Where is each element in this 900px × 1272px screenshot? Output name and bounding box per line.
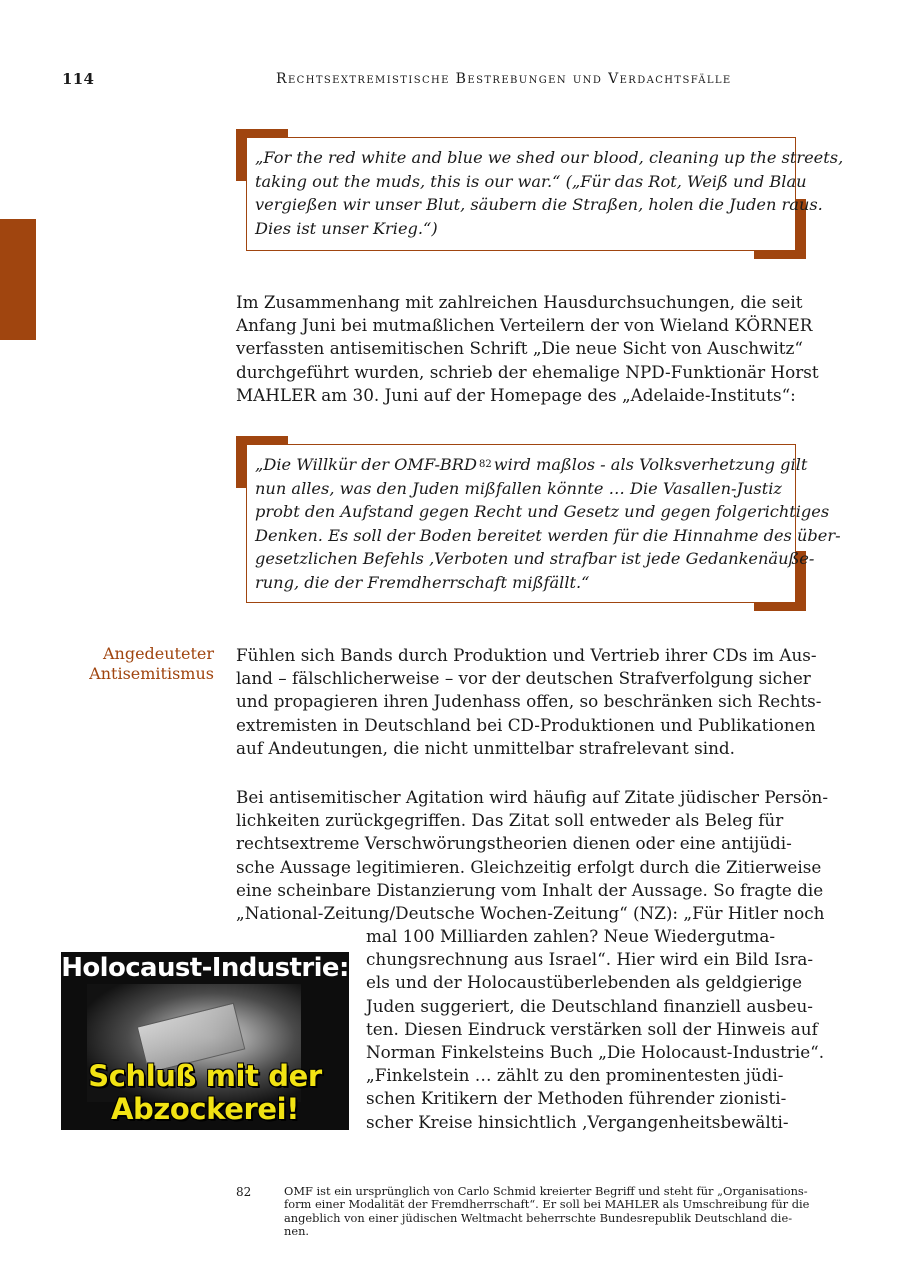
figure-slogan	[61, 1060, 349, 1126]
text-line: mal 100 Milliarden zahlen? Neue Wiedergutma-	[366, 926, 776, 946]
text-line: verfassten antisemitischen Schrift „Die neue Sicht von Auschwitz“	[236, 338, 803, 359]
quote-frame	[246, 137, 844, 251]
text-line: Bei antisemitischer Agitation wird häufig auf Zitate jüdischer Persön-	[236, 787, 829, 807]
quote-line: rung, die der Fremdherrschaft mißfällt.“	[255, 572, 590, 592]
quote-fragment: wird maßlos - als Volksverhetzung gilt	[493, 455, 808, 474]
quote-line: probt den Aufstand gegen Recht und Gesetz und gegen folgerichtiges	[255, 502, 830, 521]
text-line: lichkeiten zurückgegriffen. Das Zitat soll entweder als Beleg für	[236, 810, 784, 831]
text-line: els und der Holocaustüberlebenden als geldgierige	[366, 972, 803, 993]
figure-slogan-line: Schluß mit der	[88, 1059, 322, 1093]
text-line: extremisten in Deutschland bei CD-Produktionen und Publikationen	[236, 714, 816, 735]
quote-line: „For the red white and blue we shed our blood, cleaning up the streets,	[255, 148, 844, 167]
text-line: schen Kritikern der Methoden führender zionisti-	[366, 1088, 787, 1109]
quote-text	[255, 146, 844, 240]
body-paragraph-3	[236, 786, 829, 925]
footnote-line: nen.	[284, 1223, 310, 1238]
text-line: Im Zusammenhang mit zahlreichen Hausdurchsuchungen, die seit	[236, 292, 803, 312]
text-line: chungsrechnung aus Israel“. Hier wird ein Bild Isra-	[366, 949, 814, 970]
text-line: land – fälschlicherweise – vor der deutschen Strafverfolgung sicher	[236, 668, 811, 689]
text-line: und propagieren ihren Judenhass offen, so beschränken sich Rechts-	[236, 691, 822, 712]
quote-line: Denken. Es soll der Boden bereitet werden für die Hinnahme des über-	[255, 525, 841, 545]
quote-line: taking out the muds, this is our war.“ („Für das Rot, Weiß und Blau	[255, 171, 807, 191]
text-line: eine scheinbare Distanzierung vom Inhalt der Aussage. So fragte die	[236, 879, 824, 900]
text-line: MAHLER am 30. Juni auf der Homepage des „Adelaide-Instituts“:	[236, 384, 796, 405]
text-line: sche Aussage legitimieren. Gleichzeitig erfolgt durch die Zitierweise	[236, 856, 822, 877]
text-line: scher Kreise hinsichtlich ‚Vergangenheitsbewälti-	[366, 1111, 789, 1132]
footnote-reference[interactable]: 82	[478, 459, 492, 470]
footnote-line: angeblich von einer jüdischen Weltmacht beherrschte Bundesrepublik Deutschland die-	[284, 1210, 793, 1225]
quote-frame	[246, 444, 841, 603]
quote-line: Dies ist unser Krieg.“)	[255, 218, 438, 238]
figure-slogan-line: Abzockerei!	[110, 1092, 300, 1126]
footnote-line: form einer Modalität der Fremdherrschaft“. Er soll bei MAHLER als Umschreibung für die	[284, 1197, 810, 1212]
page-number: 114	[62, 70, 95, 88]
quote-text	[255, 453, 841, 594]
body-paragraph-3-wrapped	[366, 925, 825, 1134]
quote-line: gesetzlichen Befehls ‚Verboten und strafbar ist jede Gedankenäuße-	[255, 549, 815, 568]
text-line: Juden suggeriert, die Deutschland finanziell ausbeu-	[366, 995, 813, 1016]
text-line: Fühlen sich Bands durch Produktion und Vertrieb ihrer CDs im Aus-	[236, 645, 817, 665]
figure-title: Holocaust-Industrie:	[61, 953, 349, 983]
quote-line: vergießen wir unser Blut, säubern die Straßen, holen die Juden raus.	[255, 195, 823, 214]
chapter-margin-tab	[0, 219, 36, 340]
body-paragraph-1	[236, 291, 819, 407]
text-line: auf Andeutungen, die nicht unmittelbar strafrelevant sind.	[236, 737, 735, 758]
quote-box-1	[236, 129, 844, 259]
quote-box-2	[236, 436, 841, 611]
margin-note-line: Angedeuteter	[102, 644, 214, 663]
body-paragraph-2	[236, 644, 822, 760]
text-line: ten. Diesen Eindruck verstärken soll der Hinweis auf	[366, 1018, 818, 1039]
footnote-number: 82	[236, 1185, 252, 1199]
running-head: Rechtsextremistische Bestrebungen und Verdachtsfälle	[276, 71, 732, 87]
margin-note-line: Antisemitismus	[89, 664, 214, 683]
text-line: durchgeführt wurden, schrieb der ehemalige NPD-Funktionär Horst	[236, 361, 819, 382]
margin-note	[60, 644, 214, 684]
text-line: „Finkelstein … zählt zu den prominentesten jüdi-	[366, 1065, 784, 1086]
quote-line: nun alles, was den Juden mißfallen könnte … Die Vasallen-Justiz	[255, 478, 782, 498]
text-line: rechtsextreme Verschwörungstheorien dienen oder eine antijüdi-	[236, 833, 792, 854]
propaganda-figure	[61, 952, 349, 1130]
footnote-line: OMF ist ein ursprünglich von Carlo Schmid kreierter Begriff und steht für „Organisations-	[284, 1184, 808, 1198]
quote-line	[255, 453, 808, 477]
footnote-text	[284, 1184, 810, 1238]
text-line: Norman Finkelsteins Buch „Die Holocaust-Industrie“.	[366, 1042, 825, 1063]
text-line: Anfang Juni bei mutmaßlichen Verteilern der von Wieland KÖRNER	[236, 315, 813, 336]
quote-fragment: „Die Willkür der OMF-BRD	[255, 455, 477, 474]
text-line: „National-Zeitung/Deutsche Wochen-Zeitung“ (NZ): „Für Hitler noch	[236, 903, 825, 924]
